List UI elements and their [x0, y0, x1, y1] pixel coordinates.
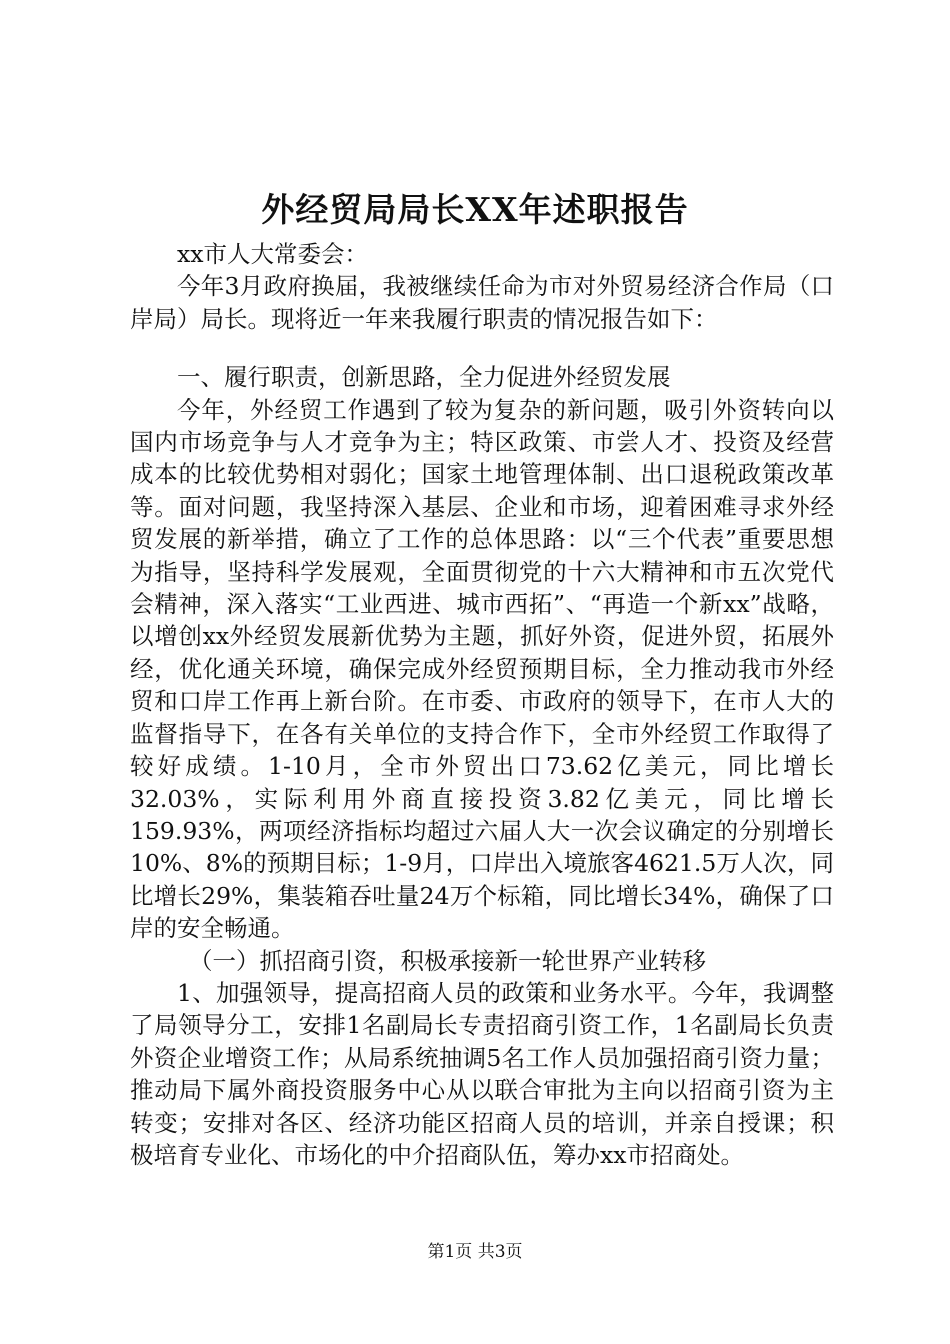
section-1-paragraph: 今年，外经贸工作遇到了较为复杂的新问题，吸引外资转向以国内市场竞争与人才竞争为主；特区政策、市尝人才、投资及经营成本的比较优势相对弱化；国家土地管理体制、出口退税政策改革等。面对问题，我坚持深入基层、企业和市场，迎着困难寻求外经贸发展的新举措，确立了工作的总体思路：以“三个代表”重要思想为指导，坚持科学发展观，全面贯彻党的十六大精神和市五次党代会精神，深入落实“工业西进、城市西拓”、“再造一个新xx”战略，以增创xx外经贸发展新优势为主题，抓好外资，促进外贸，拓展外经，优化通关环境，确保完成外经贸预期目标，全力推动我市外经贸和口岸工作再上新台阶。在市委、市政府的领导下，在市人大的监督指导下，在各有关单位的支持合作下，全市外经贸工作取得了较好成绩。1-10月，全市外贸出口73.62亿美元，同比增长32.03%，实际利用外商直接投资3.82亿美元，同比增长159.93%，两项经济指标均超过六届人大一次会议确定的分别增长10%、8%的预期目标；1-9月，口岸出入境旅客4621.5万人次，同比增长29%，集装箱吞吐量24万个标箱，同比增长34%，确保了口岸的安全畅通。 — [130, 395, 834, 943]
page-number-footer: 第1页 共3页 — [427, 1242, 523, 1262]
intro-paragraph: 今年3月政府换届，我被继续任命为市对外贸易经济合作局（口岸局）局长。现将近一年来我履行职责的情况报告如下： — [130, 272, 834, 333]
document-title: 外经贸局局长XX年述职报告 — [261, 190, 689, 229]
section-heading-1: 一、履行职责，创新思路，全力促进外经贸发展 — [177, 363, 671, 392]
subsection-1-paragraph: 1、加强领导，提高招商人员的政策和业务水平。今年，我调整了局领导分工，安排1名副局长专责招商引资工作，1名副局长负责外资企业增资工作；从局系统抽调5名工作人员加强招商引资力量；推动局下属外商投资服务中心从以联合审批为主向以招商引资为主转变；安排对各区、经济功能区招商人员的培训，并亲自授课；积极培育专业化、市场化的中介招商队伍，筹办xx市招商处。 — [130, 978, 834, 1169]
subsection-heading-1: （一）抓招商引资，积极承接新一轮世界产业转移 — [189, 946, 706, 975]
salutation: xx市人大常委会： — [177, 240, 369, 268]
document-body — [130, 238, 834, 1171]
